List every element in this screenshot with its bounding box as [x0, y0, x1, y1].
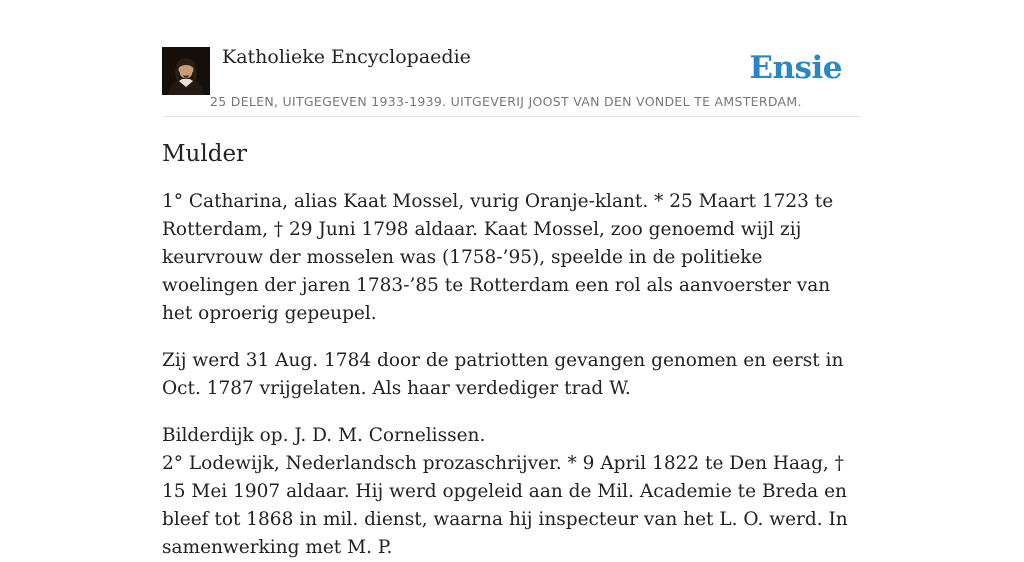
site-header [162, 44, 862, 117]
portrait-icon [162, 47, 210, 95]
text-line: 2° Lodewijk, Nederlandsch prozaschrijver. * 9 April 1822 te Den Haag, † 15 Mei 1907 aldaar. Hij werd opgeleid aan de Mil. Academie te Breda en bleef tot 1868 in mil. dienst, waarna hij inspecteur van het L. O. werd. In samenwerking met M. P. [162, 453, 848, 558]
article-title: Mulder [162, 141, 248, 167]
brand-logo-link[interactable]: Ensie [749, 50, 842, 86]
site-subtitle: 25 DELEN, UITGEGEVEN 1933-1939. UITGEVERIJ JOOST VAN DEN VONDEL TE AMSTERDAM. [210, 94, 802, 109]
article-content [162, 138, 864, 562]
site-logo-avatar[interactable] [162, 47, 210, 95]
article-paragraph: 1° Catharina, alias Kaat Mossel, vurig Oranje-klant. * 25 Maart 1723 te Rotterdam, † 29 Juni 1798 aldaar. Kaat Mossel, zoo genoemd wijl zij keurvrouw der mosselen was (1758-’95), speelde in de politieke woelingen der jaren 1783-’85 te Rotterdam een rol als aanvoerster van het oproerig gepeupel. [162, 191, 834, 324]
article-paragraph: Zij werd 31 Aug. 1784 door de patriotten gevangen genomen en eerst in Oct. 1787 vrijgelaten. Als haar verdediger trad W. [162, 350, 844, 399]
article-paragraph [162, 422, 864, 562]
text-line: Bilderdijk op. J. D. M. Cornelissen. [162, 425, 486, 446]
site-title[interactable]: Katholieke Encyclopaedie [222, 46, 471, 68]
